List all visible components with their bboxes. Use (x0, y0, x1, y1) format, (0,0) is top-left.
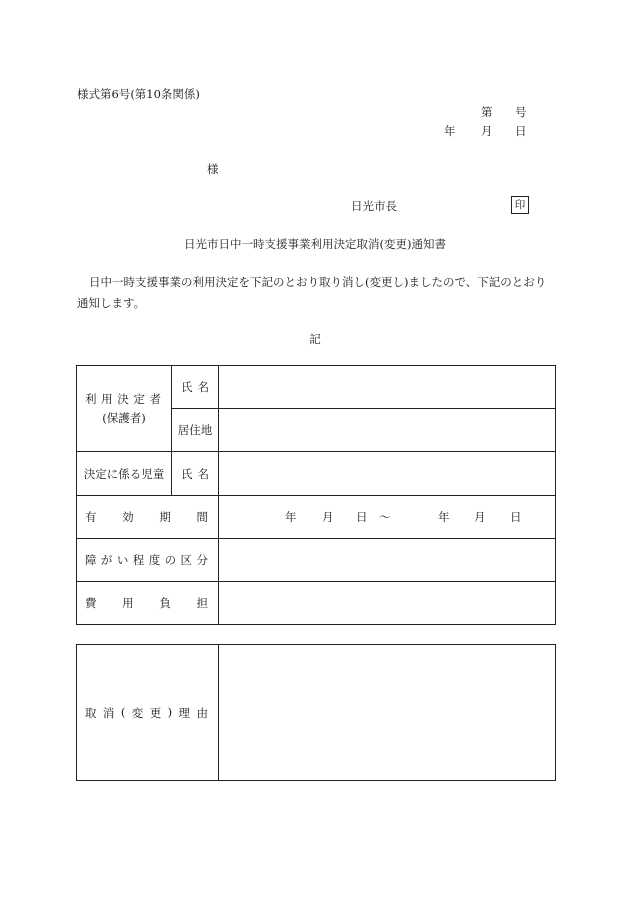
disability-char-4: 程 (132, 553, 145, 567)
period-end-month: 月 (474, 510, 486, 524)
disability-char-8: 分 (196, 553, 208, 567)
recipient-char-1: 利 (85, 392, 97, 406)
date-year: 年 (444, 124, 456, 138)
validity-char-3: 期 (159, 510, 171, 524)
disability-char-7: 区 (180, 553, 193, 567)
child-name-char-2: 名 (197, 466, 209, 481)
reason-label (77, 705, 218, 721)
disability-char-5: 度 (148, 553, 161, 567)
cost-char-3: 負 (159, 596, 171, 610)
child-name-char-1: 氏 (181, 466, 193, 481)
decision-table (76, 365, 556, 625)
date-day: 日 (515, 124, 527, 138)
name-char-2: 名 (197, 380, 209, 394)
validity-char-1: 有 (85, 510, 97, 524)
period-start-month: 月 (322, 510, 334, 524)
reason-char-6: ) (167, 704, 173, 719)
reason-char-7: 理 (178, 705, 191, 720)
document-title: 日光市日中一時支援事業利用決定取消(変更)通知書 (184, 237, 446, 251)
ki-label: 記 (309, 332, 321, 346)
child-name-field[interactable] (219, 452, 556, 496)
form-number: 様式第6号(第10条関係) (77, 87, 200, 101)
validity-label (77, 509, 218, 525)
reason-char-4: 変 (131, 705, 144, 720)
reason-char-8: 由 (196, 705, 208, 720)
guardian-label: (保護者) (102, 411, 146, 425)
reason-char-1: 取 (85, 705, 97, 720)
validity-label-cell (77, 496, 219, 539)
issuer: 日光市長 (351, 199, 397, 213)
disability-field[interactable] (219, 539, 556, 582)
cost-char-4: 担 (196, 596, 208, 610)
address-field[interactable] (219, 409, 556, 452)
address-label: 居住地 (172, 409, 219, 452)
cost-label-cell (77, 582, 219, 625)
body-text: 日中一時支援事業の利用決定を下記のとおり取り消し(変更し)ましたので、下記のとおり通知します。 (77, 275, 547, 310)
period-start-year: 年 (285, 510, 297, 524)
recipient-char-2: 用 (101, 392, 113, 406)
reason-label-cell (77, 645, 219, 781)
disability-char-1: 障 (85, 553, 97, 567)
reason-table (76, 644, 556, 781)
recipient-name-field[interactable] (219, 366, 556, 409)
name-label (181, 379, 209, 395)
number-label-go: 号 (515, 105, 527, 119)
addressee-suffix: 様 (207, 162, 219, 176)
period-start-day: 日 (356, 510, 368, 524)
date-month: 月 (481, 124, 493, 138)
disability-char-3: い (116, 553, 129, 567)
child-name-label (181, 466, 209, 482)
reason-char-5: 更 (149, 705, 162, 720)
recipient-char-3: 決 (117, 392, 129, 406)
validity-period (219, 509, 555, 525)
reason-char-2: 消 (102, 705, 115, 720)
disability-char-6: の (164, 553, 177, 567)
recipient-char-4: 定 (133, 392, 145, 406)
period-end-year: 年 (438, 510, 450, 524)
disability-label (77, 552, 218, 568)
child-label: 決定に係る児童 (77, 452, 172, 496)
disability-char-2: が (100, 553, 113, 567)
name-char-1: 氏 (181, 380, 193, 394)
number-label-dai: 第 (481, 105, 493, 119)
cost-char-2: 用 (122, 596, 134, 610)
validity-char-4: 間 (196, 510, 208, 524)
validity-field[interactable] (219, 496, 556, 539)
recipient-char-5: 者 (149, 392, 161, 406)
reason-char-3: ( (120, 704, 126, 719)
period-tilde: 〜 (379, 510, 391, 524)
recipient-label (77, 391, 171, 407)
disability-label-cell (77, 539, 219, 582)
cost-char-1: 費 (85, 596, 97, 610)
name-label-cell (172, 366, 219, 409)
validity-char-2: 効 (122, 510, 134, 524)
cost-label (77, 595, 218, 611)
cost-field[interactable] (219, 582, 556, 625)
period-end-day: 日 (510, 510, 522, 524)
child-name-label-cell (172, 452, 219, 496)
reason-field[interactable] (219, 645, 556, 781)
recipient-label-cell (77, 366, 172, 452)
seal-mark: 印 (511, 196, 529, 214)
